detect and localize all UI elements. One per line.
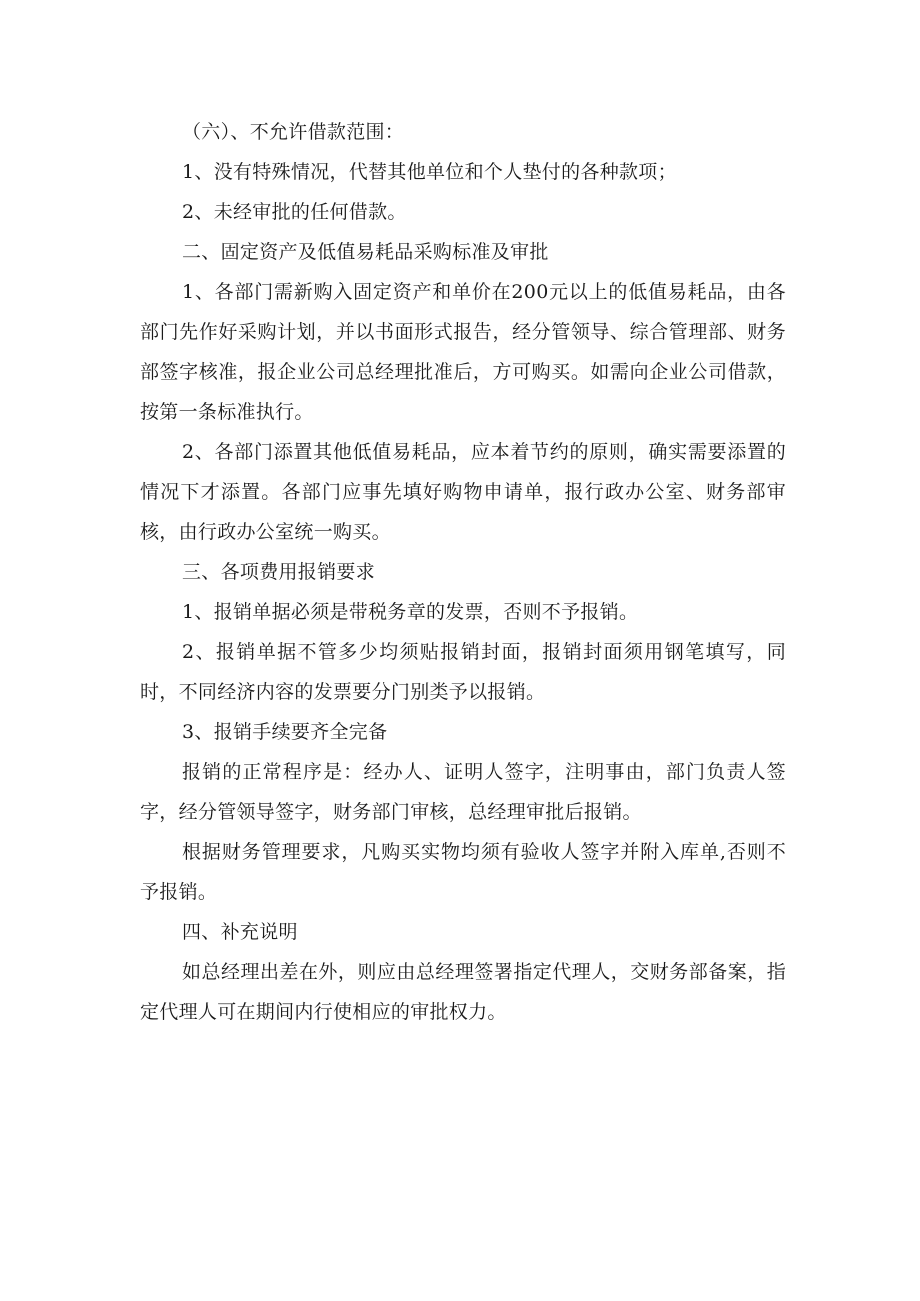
body-paragraph: 如总经理出差在外，则应由总经理签署指定代理人，交财务部备案，指定代理人可在期间内行使相应的审批权力。 — [140, 961, 786, 1023]
section-heading-procurement: 二、固定资产及低值易耗品采购标准及审批 — [182, 241, 549, 263]
list-item: 2、未经审批的任何借款。 — [182, 201, 407, 223]
list-item: 1、没有特殊情况，代替其他单位和个人垫付的各种款项； — [182, 161, 677, 183]
body-paragraph: 报销的正常程序是：经办人、证明人签字，注明事由，部门负责人签字，经分管领导签字，财务部门审核，总经理审批后报销。 — [140, 761, 786, 823]
body-paragraph: 根据财务管理要求，凡购买实物均须有验收人签字并附入库单,否则不予报销。 — [140, 841, 786, 903]
section-heading-borrowing-scope: （六）、不允许借款范围： — [182, 121, 405, 143]
document-body — [140, 112, 786, 1032]
list-item: 1、各部门需新购入固定资产和单价在200元以上的低值易耗品，由各部门先作好采购计划，并以书面形式报告，经分管领导、综合管理部、财务部签字核准，报企业公司总经理批准后，方可购买。如需向企业公司借款，按第一条标准执行。 — [140, 281, 786, 423]
list-item: 3、报销手续要齐全完备 — [182, 721, 388, 743]
list-item: 2、各部门添置其他低值易耗品，应本着节约的原则，确实需要添置的情况下才添置。各部门应事先填好购物申请单，报行政办公室、财务部审核，由行政办公室统一购买。 — [140, 441, 786, 543]
list-item: 2、报销单据不管多少均须贴报销封面，报销封面须用钢笔填写，同时，不同经济内容的发票要分门别类予以报销。 — [140, 641, 786, 703]
list-item: 1、报销单据必须是带税务章的发票，否则不予报销。 — [182, 601, 639, 623]
section-heading-reimbursement: 三、各项费用报销要求 — [182, 561, 376, 583]
section-heading-supplement: 四、补充说明 — [182, 921, 298, 943]
